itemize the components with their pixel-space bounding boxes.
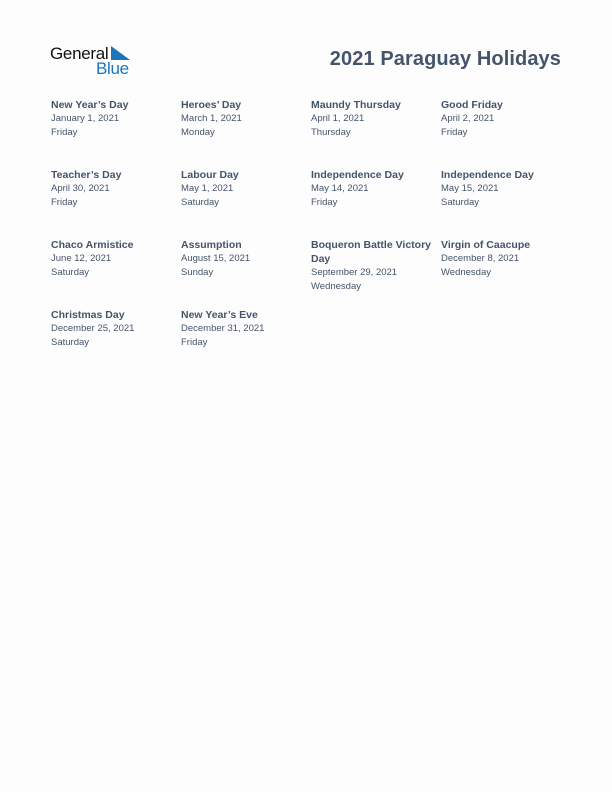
holiday-weekday: Saturday [51, 337, 90, 348]
holiday-name: Virgin of Caacupe [441, 239, 531, 251]
holiday-date: December 31, 2021 [181, 323, 265, 334]
holiday-weekday: Friday [441, 127, 468, 138]
generalblue-logo [50, 44, 134, 78]
holiday-weekday: Friday [51, 197, 78, 208]
holiday-item [441, 168, 571, 238]
holiday-date: September 29, 2021 [311, 267, 398, 278]
holiday-item [441, 238, 571, 308]
holiday-item [51, 168, 181, 238]
holiday-item [181, 168, 311, 238]
holiday-name: Labour Day [181, 169, 239, 181]
holiday-date: May 1, 2021 [181, 183, 234, 194]
holiday-item [181, 98, 311, 168]
holiday-date: May 14, 2021 [311, 183, 369, 194]
holiday-item [51, 238, 181, 308]
holiday-name: New Year’s Eve [181, 309, 258, 321]
logo-word-blue: Blue [96, 59, 129, 78]
holiday-item [181, 308, 311, 378]
holiday-weekday: Sunday [181, 267, 214, 278]
holiday-weekday: Saturday [441, 197, 480, 208]
holiday-grid [51, 98, 571, 378]
page-title: 2021 Paraguay Holidays [329, 48, 561, 70]
holiday-weekday: Wednesday [441, 267, 491, 278]
holiday-weekday: Wednesday [311, 281, 361, 292]
holiday-name: Independence Day [441, 169, 534, 181]
holiday-item [441, 98, 571, 168]
holiday-date: January 1, 2021 [51, 113, 120, 124]
holiday-date: June 12, 2021 [51, 253, 112, 264]
holiday-name: Teacher’s Day [51, 169, 122, 181]
holiday-item [51, 308, 181, 378]
holiday-weekday: Thursday [311, 127, 351, 138]
holiday-date: May 15, 2021 [441, 183, 499, 194]
holiday-item [181, 238, 311, 308]
holiday-name: New Year’s Day [51, 99, 129, 111]
holiday-weekday: Saturday [51, 267, 90, 278]
holiday-weekday: Friday [311, 197, 338, 208]
holiday-date: March 1, 2021 [181, 113, 242, 124]
holiday-name: Chaco Armistice [51, 239, 134, 251]
holiday-item [51, 98, 181, 168]
holiday-date: April 2, 2021 [441, 113, 495, 124]
holiday-date: December 8, 2021 [441, 253, 520, 264]
holiday-name: Good Friday [441, 99, 503, 111]
holiday-weekday: Saturday [181, 197, 220, 208]
logo-word-general: General [50, 44, 109, 63]
holiday-item [311, 168, 441, 238]
holiday-item [311, 98, 441, 168]
holiday-name: Assumption [181, 239, 242, 251]
holiday-name: Boqueron Battle Victory Day [311, 239, 431, 265]
holiday-item [311, 238, 441, 308]
holiday-weekday: Monday [181, 127, 215, 138]
holiday-name: Independence Day [311, 169, 404, 181]
holiday-date: April 1, 2021 [311, 113, 365, 124]
holiday-date: August 15, 2021 [181, 253, 251, 264]
holiday-date: April 30, 2021 [51, 183, 110, 194]
holiday-name: Maundy Thursday [311, 99, 401, 111]
holiday-weekday: Friday [181, 337, 208, 348]
holiday-weekday: Friday [51, 127, 78, 138]
logo-triangle-icon [111, 46, 130, 60]
holiday-date: December 25, 2021 [51, 323, 135, 334]
holiday-name: Christmas Day [51, 309, 125, 321]
holiday-name: Heroes’ Day [181, 99, 242, 111]
